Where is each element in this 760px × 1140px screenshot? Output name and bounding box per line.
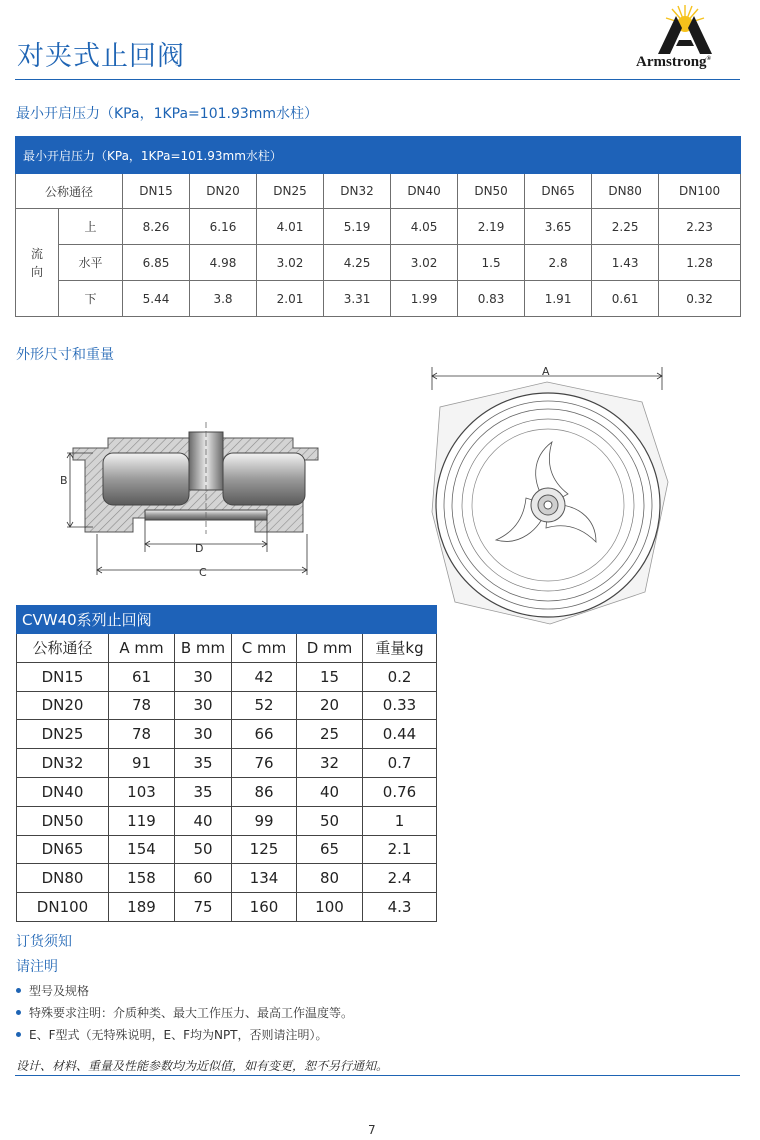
dimensions-table-caption: CVW40系列止回阀	[17, 606, 437, 634]
note-heading: 请注明	[16, 959, 58, 975]
table-cell: DN80	[17, 864, 109, 893]
table-cell: 0.76	[363, 777, 437, 806]
table-cell: DN25	[17, 720, 109, 749]
table-cell: DN32	[17, 749, 109, 778]
table-row	[17, 662, 437, 691]
table-cell: 2.25	[592, 209, 659, 245]
table-row	[17, 777, 437, 806]
col-header: DN25	[257, 174, 324, 209]
dim-label-a: A	[542, 365, 550, 378]
table-row	[17, 893, 437, 922]
table-cell: 0.32	[659, 281, 741, 317]
table-cell: 25	[297, 720, 363, 749]
list-item: E、F型式（无特殊说明，E、F均为NPT，否则请注明）。	[16, 1024, 353, 1046]
table-cell: 75	[175, 893, 232, 922]
table-cell: 0.61	[592, 281, 659, 317]
nominal-diameter-header: 公称通径	[16, 174, 123, 209]
table-cell: 189	[109, 893, 175, 922]
bullet-icon	[16, 988, 21, 993]
table-cell: 1.5	[458, 245, 525, 281]
table-cell: DN65	[17, 835, 109, 864]
table-cell: 80	[297, 864, 363, 893]
row-label: 下	[59, 281, 123, 317]
col-header: DN100	[659, 174, 741, 209]
table-cell: 4.25	[324, 245, 391, 281]
page-number: 7	[368, 1123, 376, 1137]
col-header: DN65	[525, 174, 592, 209]
table-row	[17, 806, 437, 835]
table-cell: 50	[175, 835, 232, 864]
table-cell: 125	[232, 835, 297, 864]
table-cell: 78	[109, 720, 175, 749]
disclaimer: 设计、材料、重量及性能参数均为近似值，如有变更，恕不另行通知。	[16, 1059, 389, 1073]
col-header: 公称通径	[17, 634, 109, 663]
table-cell: 30	[175, 720, 232, 749]
table-cell: 60	[175, 864, 232, 893]
table-cell: DN40	[17, 777, 109, 806]
table-cell: 1	[363, 806, 437, 835]
dim-label-b: B	[60, 474, 68, 487]
table-cell: 42	[232, 662, 297, 691]
table-cell: 61	[109, 662, 175, 691]
table-cell: 3.31	[324, 281, 391, 317]
order-notes-list	[16, 980, 353, 1046]
table-cell: 3.02	[391, 245, 458, 281]
table-cell: 1.28	[659, 245, 741, 281]
col-header: DN80	[592, 174, 659, 209]
table-cell: 65	[297, 835, 363, 864]
table-cell: 40	[297, 777, 363, 806]
table-cell: 1.99	[391, 281, 458, 317]
table-cell: 4.98	[190, 245, 257, 281]
table-cell: 2.8	[525, 245, 592, 281]
table-row	[17, 835, 437, 864]
table-row	[17, 749, 437, 778]
dimensions-heading: 外形尺寸和重量	[16, 347, 114, 363]
table-cell: 76	[232, 749, 297, 778]
pressure-table-caption: 最小开启压力（KPa，1KPa=101.93mm水柱）	[16, 137, 741, 174]
table-cell: 5.19	[324, 209, 391, 245]
table-cell: 35	[175, 777, 232, 806]
table-cell: 0.44	[363, 720, 437, 749]
table-cell: 66	[232, 720, 297, 749]
table-cell: 4.01	[257, 209, 324, 245]
table-cell: 103	[109, 777, 175, 806]
table-cell: 3.65	[525, 209, 592, 245]
table-cell: DN100	[17, 893, 109, 922]
table-cell: 6.16	[190, 209, 257, 245]
col-header: D mm	[297, 634, 363, 663]
table-cell: 40	[175, 806, 232, 835]
table-cell: 15	[297, 662, 363, 691]
table-cell: 0.33	[363, 691, 437, 720]
table-cell: 52	[232, 691, 297, 720]
table-cell: 2.4	[363, 864, 437, 893]
table-cell: 99	[232, 806, 297, 835]
valve-section-drawing	[45, 410, 320, 585]
table-cell: DN20	[17, 691, 109, 720]
list-item: 型号及规格	[16, 980, 353, 1002]
table-cell: 2.19	[458, 209, 525, 245]
table-cell: 160	[232, 893, 297, 922]
table-cell: DN50	[17, 806, 109, 835]
table-cell: 0.83	[458, 281, 525, 317]
table-row	[17, 691, 437, 720]
row-label: 上	[59, 209, 123, 245]
table-cell: 30	[175, 691, 232, 720]
table-cell: 4.3	[363, 893, 437, 922]
table-cell: 2.01	[257, 281, 324, 317]
page-title: 对夹式止回阀	[17, 41, 185, 72]
logo-text: Armstrong®	[636, 54, 712, 70]
table-cell: 3.02	[257, 245, 324, 281]
table-cell: 134	[232, 864, 297, 893]
table-cell: 1.91	[525, 281, 592, 317]
table-cell: 6.85	[123, 245, 190, 281]
col-header: DN40	[391, 174, 458, 209]
order-heading: 订货须知	[16, 934, 72, 950]
table-cell: 30	[175, 662, 232, 691]
col-header: DN15	[123, 174, 190, 209]
col-header: DN50	[458, 174, 525, 209]
table-cell: 86	[232, 777, 297, 806]
pressure-table	[15, 136, 741, 317]
list-item: 特殊要求注明：介质种类、最大工作压力、最高工作温度等。	[16, 1002, 353, 1024]
dim-label-c: C	[199, 566, 207, 579]
col-header: 重量kg	[363, 634, 437, 663]
footer-divider	[15, 1075, 740, 1076]
table-row	[17, 864, 437, 893]
table-cell: 78	[109, 691, 175, 720]
table-cell: 50	[297, 806, 363, 835]
table-cell: 158	[109, 864, 175, 893]
table-cell: 2.23	[659, 209, 741, 245]
table-cell: 32	[297, 749, 363, 778]
table-cell: 119	[109, 806, 175, 835]
table-cell: 5.44	[123, 281, 190, 317]
table-cell: 35	[175, 749, 232, 778]
flow-direction-label: 流 向	[16, 209, 59, 317]
col-header: C mm	[232, 634, 297, 663]
table-cell: 100	[297, 893, 363, 922]
table-cell: 20	[297, 691, 363, 720]
valve-front-drawing	[420, 362, 680, 627]
title-divider	[15, 79, 740, 80]
table-cell: 154	[109, 835, 175, 864]
col-header: DN20	[190, 174, 257, 209]
table-cell: 8.26	[123, 209, 190, 245]
col-header: DN32	[324, 174, 391, 209]
dim-label-d: D	[195, 542, 204, 555]
table-cell: 0.2	[363, 662, 437, 691]
bullet-icon	[16, 1010, 21, 1015]
bullet-icon	[16, 1032, 21, 1037]
dimensions-table	[16, 605, 437, 922]
row-label: 水平	[59, 245, 123, 281]
table-cell: 4.05	[391, 209, 458, 245]
table-cell: 1.43	[592, 245, 659, 281]
table-cell: 2.1	[363, 835, 437, 864]
table-cell: 0.7	[363, 749, 437, 778]
table-cell: 91	[109, 749, 175, 778]
pressure-heading: 最小开启压力（KPa，1KPa=101.93mm水柱）	[16, 106, 319, 122]
table-row	[17, 720, 437, 749]
table-cell: DN15	[17, 662, 109, 691]
col-header: A mm	[109, 634, 175, 663]
table-cell: 3.8	[190, 281, 257, 317]
col-header: B mm	[175, 634, 232, 663]
